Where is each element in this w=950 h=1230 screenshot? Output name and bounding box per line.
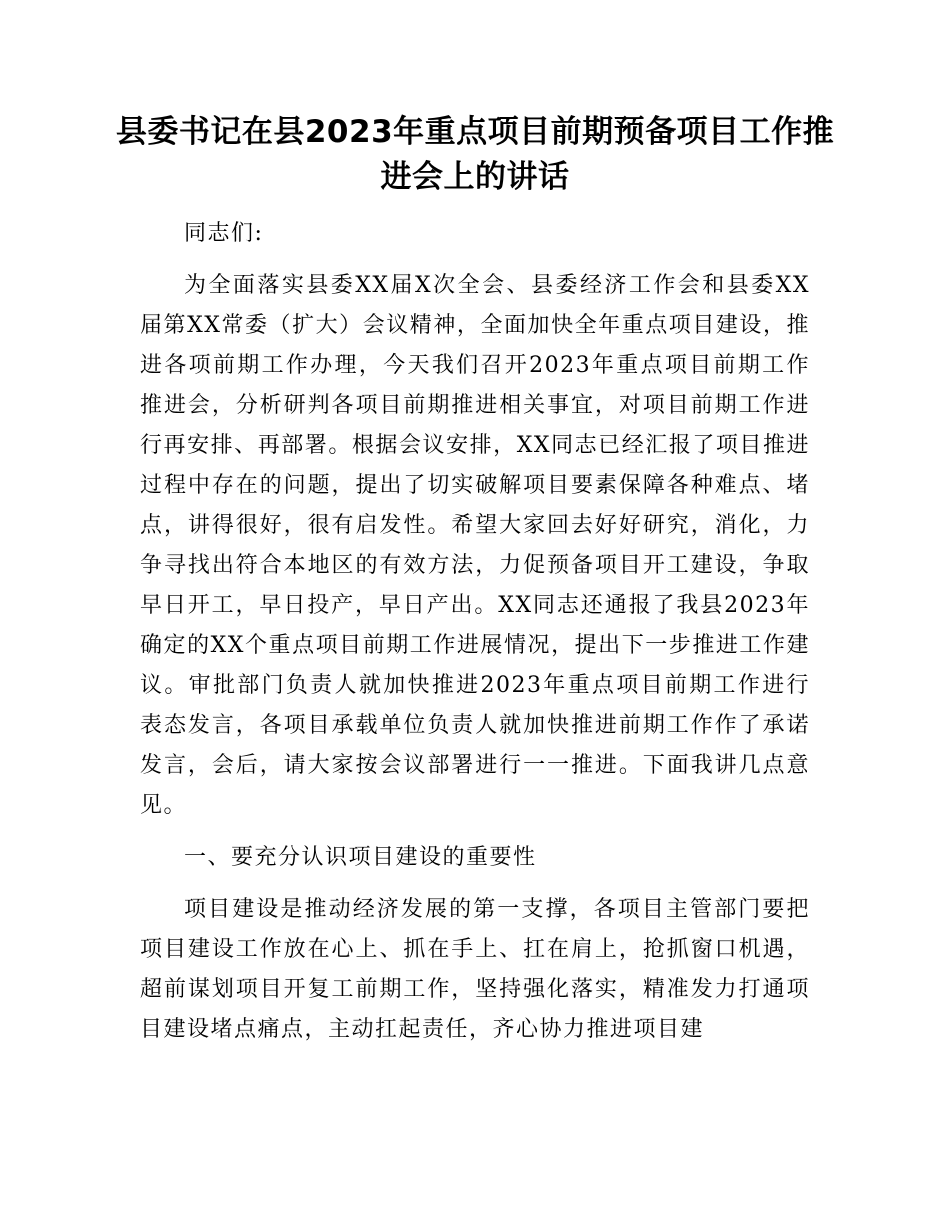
document-body — [140, 214, 810, 1062]
paragraph: 项目建设是推动经济发展的第一支撑，各项目主管部门要把项目建设工作放在心上、抓在手上、扛在肩上，抢抓窗口机遇，超前谋划项目开复工前期工作，坚持强化落实，精准发力打通项目建设堵点痛点，主动扛起责任，齐心协力推进项目建 — [140, 897, 810, 1042]
salutation: 同志们: — [184, 221, 264, 246]
paragraph: 为全面落实县委XX届X次全会、县委经济工作会和县委XX届第XX常委（扩大）会议精神，全面加快全年重点项目建设，推进各项前期工作办理，今天我们召开2023年重点项目前期工作推进会，分析研判各项目前期推进相关事宜，对项目前期工作进行再安排、再部署。根据会议安排，XX同志已经汇报了项目推进过程中存在的问题，提出了切实破解项目要素保障各种难点、堵点，讲得很好，很有启发性。希望大家回去好好研究，消化，力争寻找出符合本地区的有效方法，力促预备项目开工建设，争取早日开工，早日投产，早日产出。XX同志还通报了我县2023年确定的XX个重点项目前期工作进展情况，提出下一步推进工作建议。审批部门负责人就加快推进2023年重点项目前期工作进行表态发言，各项目承载单位负责人就加快推进前期工作作了承诺发言，会后，请大家按会议部署进行一一推进。下面我讲几点意见。 — [140, 273, 810, 818]
document-title: 县委书记在县2023年重点项目前期预备项目工作推进会上的讲话 — [115, 114, 835, 195]
section-heading: 一、要充分认识项目建设的重要性 — [184, 845, 537, 870]
